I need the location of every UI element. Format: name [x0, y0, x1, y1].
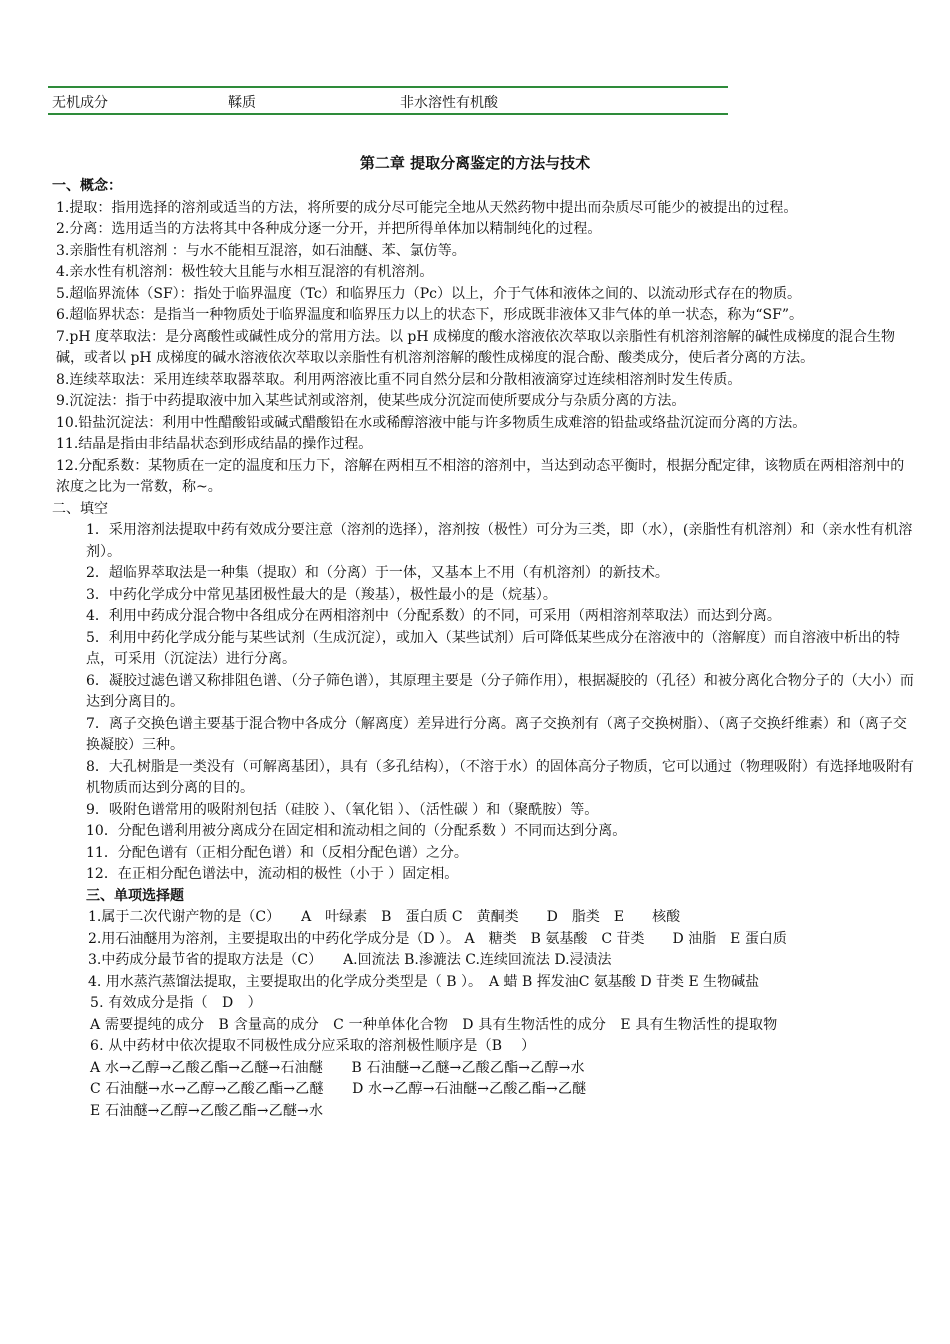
fill-in-item: 3．中药化学成分中常见基团极性最大的是（羧基），极性最小的是（烷基）。: [86, 586, 557, 603]
choice-question: 3.中药成分最节省的提取方法是（C） A.回流法 B.渗漉法 C.连续回流法 D.浸渍法: [88, 952, 612, 968]
concept-item: 6.超临界状态：是指当一种物质处于临界温度和临界压力以上的状态下，形成既非液体又非气体的单一状态，称为“SF”。: [56, 307, 803, 323]
concept-item: 4.亲水性有机溶剂：极性较大且能与水相互混溶的有机溶剂。: [56, 264, 434, 280]
choice-question: 4. 用水蒸汽蒸馏法提取，主要提取出的化学成分类型是（ B ）。 A 蜡 B 挥发油C 氨基酸 D 苷类 E 生物碱盐: [88, 973, 760, 990]
table-cell-tannin: 鞣质: [228, 95, 256, 111]
concept-item: 9.沉淀法：指于中药提取液中加入某些试剂或溶剂，使某些成分沉淀而使所要成分与杂质分离的方法。: [56, 393, 686, 409]
document-body: [52, 176, 914, 1122]
table-cell-organic-acid: 非水溶性有机酸: [400, 95, 498, 111]
choice-options: A 水→乙醇→乙酸乙酯→乙醚→石油醚 B 石油醚→乙醚→乙酸乙酯→乙醇→水: [90, 1059, 585, 1076]
fill-in-item: 11．分配色谱有（正相分配色谱）和（反相分配色谱）之分。: [86, 844, 468, 861]
choice-options: E 石油醚→乙醇→乙酸乙酯→乙醚→水: [90, 1102, 324, 1119]
fill-in-item: 5．利用中药化学成分能与某些试剂（生成沉淀），或加入（某些试剂）后可降低某些成分在溶液中的（溶解度）而自溶液中析出的特点，可采用（沉淀法）进行分离。: [86, 629, 900, 667]
concept-item: 3.亲脂性有机溶剂 ：与水不能相互混溶，如石油醚、苯、氯仿等。: [56, 242, 466, 259]
section-heading-concepts: 一、概念：: [52, 178, 122, 194]
choice-question: 5. 有效成分是指（ D ）: [90, 995, 262, 1011]
fill-in-item: 7．离子交换色谱主要基于混合物中各成分（解离度）差异进行分离。离子交换剂有（离子交换树脂）、（离子交换纤维素）和（离子交换凝胶）三种。: [86, 715, 907, 753]
concept-item: 2.分离：选用适当的方法将其中各种成分逐一分开，并把所得单体加以精制纯化的过程。: [56, 221, 602, 237]
continued-table-row: [48, 86, 728, 116]
choice-question: 1.属于二次代谢产物的是（C） A 叶绿素 B 蛋白质 C 黄酮类 D 脂类 E 核酸: [88, 909, 681, 925]
concept-item: 8.连续萃取法：采用连续萃取器萃取。利用两溶液比重不同自然分层和分散相液滴穿过连续相溶剂时发生传质。: [56, 371, 742, 388]
concept-item: 1.提取：指用选择的溶剂或适当的方法，将所要的成分尽可能完全地从天然药物中提出而杂质尽可能少的被提出的过程。: [56, 199, 798, 216]
section-heading-fill-in: 二、填空: [52, 500, 108, 517]
choice-question: 6. 从中药材中依次提取不同极性成分应采取的溶剂极性顺序是（B ）: [90, 1038, 536, 1054]
table-cell-inorganic: 无机成分: [52, 95, 108, 111]
fill-in-item: 6．凝胶过滤色谱又称排阻色谱、（分子筛色谱），其原理主要是（分子筛作用），根据凝胶的（孔径）和被分离化合物分子的（大小）而达到分离目的。: [86, 672, 914, 710]
table-top-rule: [48, 86, 728, 88]
fill-in-item: 1．采用溶剂法提取中药有效成分要注意（溶剂的选择），溶剂按（极性）可分为三类，即（水），(亲脂性有机溶剂）和（亲水性有机溶剂）。: [86, 522, 913, 560]
concept-item: 5.超临界流体（SF）：指处于临界温度（Tc）和临界压力（Pc）以上，介于气体和液体之间的、以流动形式存在的物质。: [56, 285, 802, 302]
section-heading-multiple-choice: 三、单项选择题: [86, 887, 184, 904]
concept-item: 7.pH 度萃取法：是分离酸性或碱性成分的常用方法。以 pH 成梯度的酸水溶液依次萃取以亲脂性有机溶剂溶解的碱性成梯度的混合生物碱，或者以 pH 成梯度的碱水溶液依次萃取以亲脂性有机溶剂溶解的酸性成梯度的混合酚、酸类成分，使后者分离的方法。: [56, 328, 896, 366]
concept-item: 11.结晶是指由非结晶状态到形成结晶的操作过程。: [56, 436, 373, 452]
fill-in-item: 9．吸附色谱常用的吸附剂包括（硅胶 ）、（氧化铝 ）、（活性碳 ）和（聚酰胺）等。: [86, 801, 599, 818]
fill-in-item: 10．分配色谱利用被分离成分在固定相和流动相之间的（分配系数 ）不同而达到分离。: [86, 823, 627, 839]
fill-in-item: 8．大孔树脂是一类没有（可解离基团），具有（多孔结构），（不溶于水）的固体高分子物质，它可以通过（物理吸附）有选择地吸附有机物质而达到分离的目的。: [86, 758, 914, 796]
concept-item: 10.铅盐沉淀法：利用中性醋酸铅或碱式醋酸铅在水或稀醇溶液中能与许多物质生成难溶的铅盐或络盐沉淀而分离的方法。: [56, 414, 807, 431]
fill-in-item: 4．利用中药成分混合物中各组成分在两相溶剂中（分配系数）的不同，可采用（两相溶剂萃取法）而达到分离。: [86, 608, 781, 624]
choice-options: A 需要提纯的成分 B 含量高的成分 C 一种单体化合物 D 具有生物活性的成分 E 具有生物活性的提取物: [90, 1016, 778, 1033]
table-bottom-rule: [48, 113, 728, 115]
choice-options: C 石油醚→水→乙醇→乙酸乙酯→乙醚 D 水→乙醇→石油醚→乙酸乙酯→乙醚: [90, 1081, 587, 1097]
concept-item: 12.分配系数：某物质在一定的温度和压力下，溶解在两相互不相溶的溶剂中，当达到动态平衡时，根据分配定律，该物质在两相溶剂中的浓度之比为一常数，称~。: [56, 457, 905, 495]
fill-in-item: 12．在正相分配色谱法中，流动相的极性（小于 ）固定相。: [86, 866, 459, 882]
chapter-title: 第二章 提取分离鉴定的方法与技术: [359, 154, 591, 172]
choice-question: 2.用石油醚用为溶剂，主要提取出的中药化学成分是（D ）。 A 糖类 B 氨基酸 C 苷类 D 油脂 E 蛋白质: [88, 930, 787, 947]
fill-in-item: 2．超临界萃取法是一种集（提取）和（分离）于一体，又基本上不用（有机溶剂）的新技术。: [86, 565, 669, 581]
